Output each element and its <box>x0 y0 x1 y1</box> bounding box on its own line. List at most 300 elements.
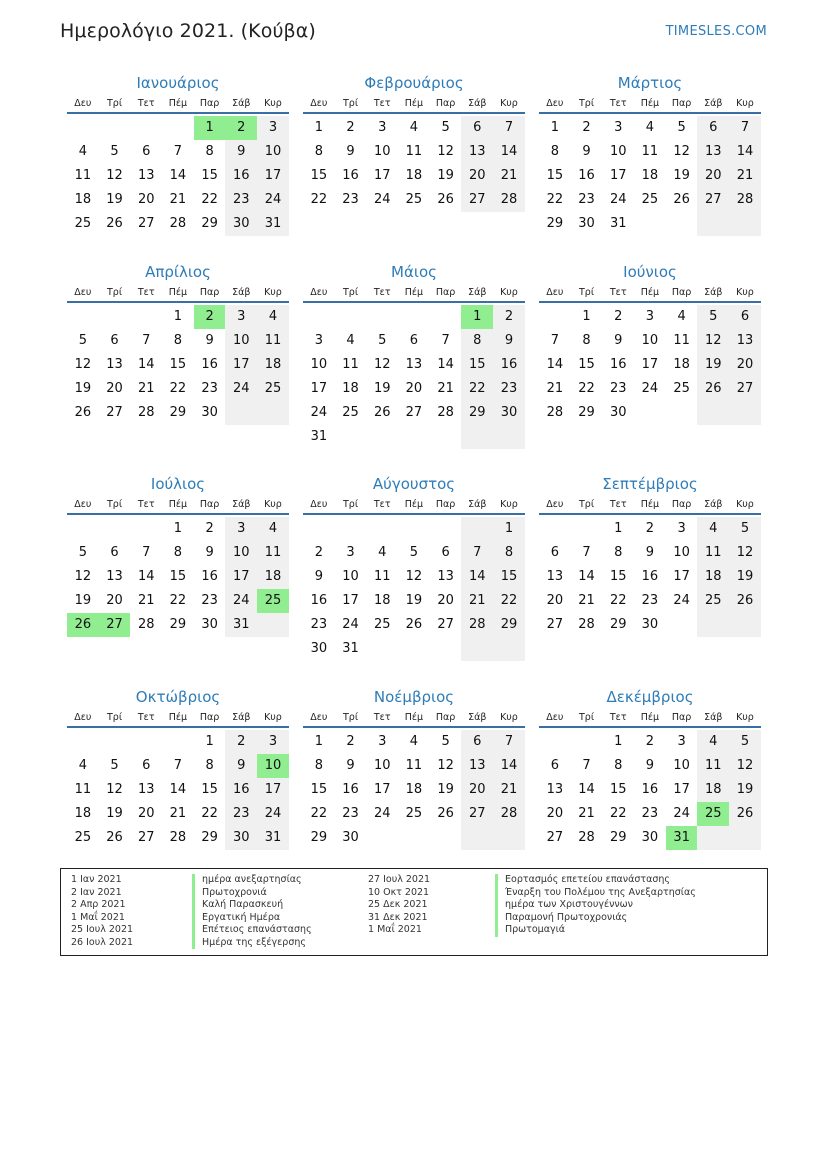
weekday-header <box>539 94 761 114</box>
day-grid <box>303 517 525 661</box>
holiday-name: Εορτασμός επετείου επανάστασης <box>495 874 670 887</box>
day-cell: 20 <box>461 778 493 802</box>
day-cell: 4 <box>346 333 355 348</box>
weekday-label: Πέμ <box>404 498 424 510</box>
day-cell: 4 <box>409 120 419 135</box>
weekday-header <box>67 708 289 728</box>
day-cell: 28 <box>169 830 187 845</box>
day-cell: 12 <box>437 144 454 159</box>
day-cell: 28 <box>437 405 454 420</box>
day-cell: 2 <box>194 305 226 329</box>
day-grid <box>303 305 525 449</box>
day-cell: 3 <box>378 734 387 749</box>
weekday-label: Τετ <box>373 286 391 298</box>
weekday-header <box>67 283 289 303</box>
day-cell: 27 <box>546 617 564 632</box>
day-cell: 19 <box>373 381 391 396</box>
day-cell: 14 <box>493 140 525 164</box>
day-cell: 27 <box>461 802 493 826</box>
day-cell: 16 <box>609 357 627 372</box>
day-cell: 5 <box>78 333 87 348</box>
weekday-label: Κυρ <box>736 97 754 109</box>
day-cell: 20 <box>106 593 123 608</box>
month-title: Φεβρουάριος <box>364 74 464 92</box>
day-cell: 25 <box>74 830 92 845</box>
day-cell: 18 <box>257 565 289 589</box>
weekday-label: Τρί <box>107 286 123 298</box>
day-cell: 14 <box>729 140 761 164</box>
day-cell: 26 <box>405 617 423 632</box>
day-cell: 18 <box>373 593 391 608</box>
day-grid <box>539 730 761 850</box>
day-cell: 5 <box>110 144 119 159</box>
day-cell: 7 <box>142 545 151 560</box>
day-cell: 29 <box>310 830 328 845</box>
empty-cell <box>303 517 335 541</box>
weekday-label: Τρί <box>579 97 595 109</box>
weekday-label: Τετ <box>609 711 627 723</box>
day-cell: 25 <box>673 381 690 396</box>
weekday-label: Τετ <box>373 711 391 723</box>
weekday-label: Παρ <box>435 286 456 298</box>
day-cell: 11 <box>405 144 423 159</box>
empty-cell <box>666 212 698 236</box>
day-cell: 27 <box>99 613 131 637</box>
weekday-label: Πέμ <box>640 498 660 510</box>
day-cell: 5 <box>441 120 450 135</box>
day-cell: 11 <box>673 333 690 348</box>
holiday-date: 26 Ιουλ 2021 <box>71 936 134 948</box>
day-cell: 11 <box>405 758 423 773</box>
day-cell: 25 <box>342 405 359 420</box>
day-cell: 4 <box>645 120 655 135</box>
weekday-label: Δευ <box>310 711 328 723</box>
day-cell: 3 <box>645 309 655 324</box>
day-cell: 4 <box>677 309 686 324</box>
day-cell: 7 <box>729 116 761 140</box>
empty-cell <box>99 305 131 329</box>
day-cell: 24 <box>310 405 328 420</box>
month-title: Νοέμβριος <box>373 688 455 706</box>
month-title: Οκτώβριος <box>135 688 221 706</box>
weekday-label: Τετ <box>373 97 391 109</box>
weekday-label: Τρί <box>343 498 359 510</box>
empty-cell <box>461 517 493 541</box>
weekday-label: Τετ <box>609 97 627 109</box>
day-cell: 4 <box>257 517 289 541</box>
holiday-name: Πρωτομαγιά <box>495 924 565 937</box>
day-cell: 24 <box>225 589 257 613</box>
month-block <box>539 72 761 236</box>
day-cell: 18 <box>697 565 729 589</box>
day-cell: 7 <box>493 730 525 754</box>
month-title: Ιούλιος <box>150 475 206 493</box>
weekday-label: Σάβ <box>704 286 723 298</box>
day-cell: 10 <box>673 758 690 773</box>
weekday-label: Δευ <box>310 498 328 510</box>
empty-cell <box>729 826 761 850</box>
empty-cell <box>430 305 462 329</box>
day-cell: 17 <box>342 593 359 608</box>
day-cell: 9 <box>614 333 623 348</box>
day-cell: 30 <box>201 405 218 420</box>
weekday-label: Παρ <box>199 286 220 298</box>
weekday-label: Κυρ <box>264 97 282 109</box>
day-cell: 31 <box>257 212 289 236</box>
day-cell: 15 <box>169 357 187 372</box>
day-cell: 18 <box>673 357 690 372</box>
day-cell: 10 <box>641 333 659 348</box>
empty-cell <box>335 425 367 449</box>
day-cell: 26 <box>106 216 123 231</box>
weekday-label: Δευ <box>74 97 92 109</box>
weekday-label: Παρ <box>199 711 220 723</box>
day-cell: 26 <box>373 405 391 420</box>
day-cell: 26 <box>106 830 123 845</box>
weekday-label: Τετ <box>137 286 155 298</box>
day-cell: 11 <box>257 329 289 353</box>
day-cell: 12 <box>74 357 92 372</box>
day-cell: 9 <box>645 545 655 560</box>
day-cell: 18 <box>405 782 423 797</box>
empty-cell <box>67 116 99 140</box>
weekday-label: Παρ <box>199 97 220 109</box>
day-cell: 21 <box>169 192 187 207</box>
day-cell: 8 <box>173 333 183 348</box>
day-cell: 3 <box>225 517 257 541</box>
weekday-label: Σάβ <box>704 97 723 109</box>
weekday-label: Σάβ <box>232 711 251 723</box>
day-cell: 23 <box>342 192 359 207</box>
day-cell: 16 <box>578 168 595 183</box>
day-cell: 28 <box>578 617 595 632</box>
weekday-header <box>67 94 289 114</box>
day-cell: 9 <box>346 144 355 159</box>
day-cell: 26 <box>729 802 761 826</box>
weekday-label: Δευ <box>74 286 92 298</box>
day-cell: 19 <box>106 806 123 821</box>
day-cell: 29 <box>578 405 595 420</box>
weekday-label: Κυρ <box>264 711 282 723</box>
day-cell: 19 <box>729 778 761 802</box>
day-cell: 28 <box>493 188 525 212</box>
holiday-name: Ημέρα της εξέγερσης <box>192 937 306 950</box>
weekday-label: Τετ <box>137 711 155 723</box>
day-cell: 1 <box>614 521 623 536</box>
day-cell: 30 <box>225 826 257 850</box>
empty-cell <box>335 517 367 541</box>
day-cell: 28 <box>169 216 187 231</box>
day-cell: 30 <box>225 212 257 236</box>
day-cell: 8 <box>314 144 323 159</box>
day-cell: 29 <box>609 830 627 845</box>
day-cell: 2 <box>493 305 525 329</box>
day-cell: 20 <box>106 381 123 396</box>
empty-cell <box>430 637 462 661</box>
holiday-name: Παραμονή Πρωτοχρονιάς <box>495 912 627 925</box>
empty-cell <box>697 401 729 425</box>
day-cell: 20 <box>405 381 423 396</box>
empty-cell <box>398 425 430 449</box>
day-cell: 10 <box>310 357 328 372</box>
empty-cell <box>571 517 603 541</box>
day-cell: 11 <box>697 754 729 778</box>
day-cell: 3 <box>314 333 323 348</box>
weekday-label: Σάβ <box>232 498 251 510</box>
day-cell: 8 <box>614 758 623 773</box>
empty-cell <box>539 517 571 541</box>
day-cell: 19 <box>437 782 454 797</box>
month-block <box>303 261 525 449</box>
holiday-legend <box>60 868 768 956</box>
day-cell: 8 <box>314 758 323 773</box>
day-cell: 30 <box>493 401 525 425</box>
day-cell: 4 <box>409 734 419 749</box>
day-cell: 23 <box>609 381 627 396</box>
day-cell: 13 <box>546 782 564 797</box>
day-cell: 16 <box>225 164 257 188</box>
day-cell: 6 <box>110 545 119 560</box>
day-cell: 27 <box>106 405 123 420</box>
day-cell: 1 <box>493 517 525 541</box>
day-cell: 10 <box>373 758 391 773</box>
weekday-label: Παρ <box>199 498 220 510</box>
day-cell: 16 <box>310 593 328 608</box>
day-cell: 14 <box>578 569 595 584</box>
day-cell: 18 <box>405 168 423 183</box>
day-cell: 10 <box>342 569 359 584</box>
day-cell: 2 <box>346 120 355 135</box>
empty-cell <box>461 826 493 850</box>
day-cell: 29 <box>169 405 187 420</box>
month-title: Σεπτέμβριος <box>602 475 698 493</box>
weekday-label: Σάβ <box>704 498 723 510</box>
day-cell: 1 <box>173 309 183 324</box>
month-block <box>67 686 289 850</box>
day-cell: 6 <box>461 730 493 754</box>
weekday-label: Πέμ <box>168 97 188 109</box>
day-cell: 3 <box>677 521 686 536</box>
weekday-header <box>539 283 761 303</box>
weekday-label: Κυρ <box>500 286 518 298</box>
day-cell: 17 <box>225 353 257 377</box>
site-link[interactable]: TIMESLES.COM <box>665 24 767 39</box>
day-cell: 19 <box>74 381 92 396</box>
empty-cell <box>130 730 162 754</box>
day-cell: 11 <box>641 144 659 159</box>
day-cell: 4 <box>697 730 729 754</box>
day-cell: 17 <box>373 168 391 183</box>
page-title: Ημερολόγιο 2021. (Κούβα) <box>60 20 316 42</box>
day-cell: 15 <box>201 782 218 797</box>
day-cell: 24 <box>609 192 627 207</box>
weekday-label: Πέμ <box>640 286 660 298</box>
day-cell: 6 <box>441 545 450 560</box>
day-cell: 30 <box>578 216 595 231</box>
day-cell: 29 <box>546 216 564 231</box>
day-cell: 17 <box>373 782 391 797</box>
day-cell: 28 <box>493 802 525 826</box>
weekday-label: Δευ <box>74 498 92 510</box>
day-cell: 4 <box>378 545 387 560</box>
day-cell: 15 <box>310 782 328 797</box>
day-cell: 16 <box>201 357 218 372</box>
day-cell: 25 <box>373 617 391 632</box>
empty-cell <box>666 401 698 425</box>
day-cell: 24 <box>225 377 257 401</box>
weekday-label: Κυρ <box>500 498 518 510</box>
day-cell: 19 <box>405 593 423 608</box>
weekday-label: Παρ <box>671 286 692 298</box>
empty-cell <box>335 305 367 329</box>
day-cell: 9 <box>582 144 591 159</box>
day-cell: 25 <box>697 589 729 613</box>
weekday-label: Πέμ <box>168 286 188 298</box>
day-cell: 7 <box>582 758 591 773</box>
weekday-label: Τετ <box>609 498 627 510</box>
day-cell: 17 <box>257 164 289 188</box>
day-cell: 8 <box>493 541 525 565</box>
day-cell: 20 <box>546 806 564 821</box>
day-cell: 28 <box>137 617 155 632</box>
day-cell: 6 <box>697 116 729 140</box>
day-grid <box>67 305 289 425</box>
day-cell: 22 <box>461 377 493 401</box>
empty-cell <box>493 826 525 850</box>
weekday-label: Δευ <box>310 97 328 109</box>
empty-cell <box>366 305 398 329</box>
day-cell: 11 <box>373 569 391 584</box>
day-cell: 4 <box>697 517 729 541</box>
day-cell: 16 <box>342 782 359 797</box>
day-cell: 19 <box>697 353 729 377</box>
day-cell: 17 <box>609 168 627 183</box>
day-cell: 22 <box>493 589 525 613</box>
holiday-name: ημέρα ανεξαρτησίας <box>192 874 302 887</box>
day-cell: 21 <box>546 381 564 396</box>
weekday-label: Παρ <box>671 711 692 723</box>
weekday-label: Δευ <box>546 498 564 510</box>
day-cell: 23 <box>493 377 525 401</box>
day-cell: 10 <box>257 754 289 778</box>
weekday-label: Κυρ <box>264 498 282 510</box>
day-cell: 24 <box>373 192 391 207</box>
month-title: Μάρτιος <box>617 74 683 92</box>
day-cell: 27 <box>546 830 564 845</box>
day-cell: 17 <box>310 381 328 396</box>
day-cell: 30 <box>310 641 328 656</box>
day-cell: 3 <box>257 116 289 140</box>
day-cell: 13 <box>461 754 493 778</box>
day-cell: 17 <box>641 357 659 372</box>
day-cell: 21 <box>137 381 155 396</box>
empty-cell <box>539 305 571 329</box>
day-cell: 18 <box>641 168 659 183</box>
month-title: Απρίλιος <box>145 263 211 281</box>
day-cell: 14 <box>137 357 155 372</box>
day-cell: 2 <box>314 545 323 560</box>
holiday-date: 31 Δεκ 2021 <box>368 911 428 923</box>
empty-cell <box>493 637 525 661</box>
day-cell: 22 <box>169 593 187 608</box>
day-cell: 25 <box>257 377 289 401</box>
empty-cell <box>571 730 603 754</box>
day-cell: 30 <box>201 617 218 632</box>
empty-cell <box>67 730 99 754</box>
day-cell: 24 <box>342 617 359 632</box>
day-cell: 23 <box>225 188 257 212</box>
month-block <box>303 686 525 850</box>
day-grid <box>67 517 289 637</box>
day-cell: 7 <box>441 333 450 348</box>
day-cell: 2 <box>225 116 257 140</box>
day-cell: 20 <box>137 192 155 207</box>
day-cell: 9 <box>205 545 214 560</box>
day-cell: 21 <box>578 806 595 821</box>
day-cell: 25 <box>697 802 729 826</box>
day-cell: 21 <box>493 778 525 802</box>
month-block <box>67 72 289 236</box>
holiday-date: 10 Οκτ 2021 <box>368 886 430 898</box>
day-cell: 16 <box>342 168 359 183</box>
empty-cell <box>729 212 761 236</box>
day-cell: 20 <box>546 593 564 608</box>
weekday-label: Κυρ <box>500 97 518 109</box>
weekday-label: Δευ <box>546 97 564 109</box>
day-cell: 21 <box>437 381 454 396</box>
day-grid <box>303 116 525 212</box>
weekday-label: Σάβ <box>704 711 723 723</box>
day-cell: 7 <box>142 333 151 348</box>
weekday-label: Τρί <box>579 286 595 298</box>
day-cell: 13 <box>437 569 454 584</box>
day-cell: 22 <box>310 806 328 821</box>
month-title: Μάιος <box>391 263 437 281</box>
day-cell: 22 <box>169 381 187 396</box>
holiday-name: ημέρα των Χριστουγέννων <box>495 899 633 912</box>
day-cell: 24 <box>373 806 391 821</box>
day-cell: 20 <box>729 353 761 377</box>
day-cell: 24 <box>673 806 690 821</box>
weekday-label: Τρί <box>579 711 595 723</box>
holiday-name: Έναρξη του Πολέμου της Ανεξαρτησίας <box>495 887 696 900</box>
day-cell: 13 <box>729 329 761 353</box>
day-cell: 3 <box>225 305 257 329</box>
day-cell: 1 <box>205 734 214 749</box>
weekday-label: Πέμ <box>168 711 188 723</box>
day-cell: 13 <box>697 140 729 164</box>
day-cell: 18 <box>74 192 92 207</box>
day-cell: 2 <box>205 521 214 536</box>
empty-cell <box>398 637 430 661</box>
holiday-date: 25 Ιουλ 2021 <box>71 924 134 935</box>
empty-cell <box>666 613 698 637</box>
day-cell: 17 <box>225 565 257 589</box>
day-cell: 18 <box>342 381 359 396</box>
day-cell: 26 <box>437 192 454 207</box>
day-cell: 12 <box>106 782 123 797</box>
month-block <box>539 473 761 637</box>
day-cell: 1 <box>314 120 323 135</box>
day-cell: 25 <box>405 192 423 207</box>
day-grid <box>67 730 289 850</box>
empty-cell <box>430 517 462 541</box>
day-cell: 29 <box>201 830 218 845</box>
day-cell: 23 <box>310 617 328 632</box>
day-cell: 13 <box>405 357 423 372</box>
day-cell: 19 <box>673 168 690 183</box>
weekday-label: Πέμ <box>168 498 188 510</box>
